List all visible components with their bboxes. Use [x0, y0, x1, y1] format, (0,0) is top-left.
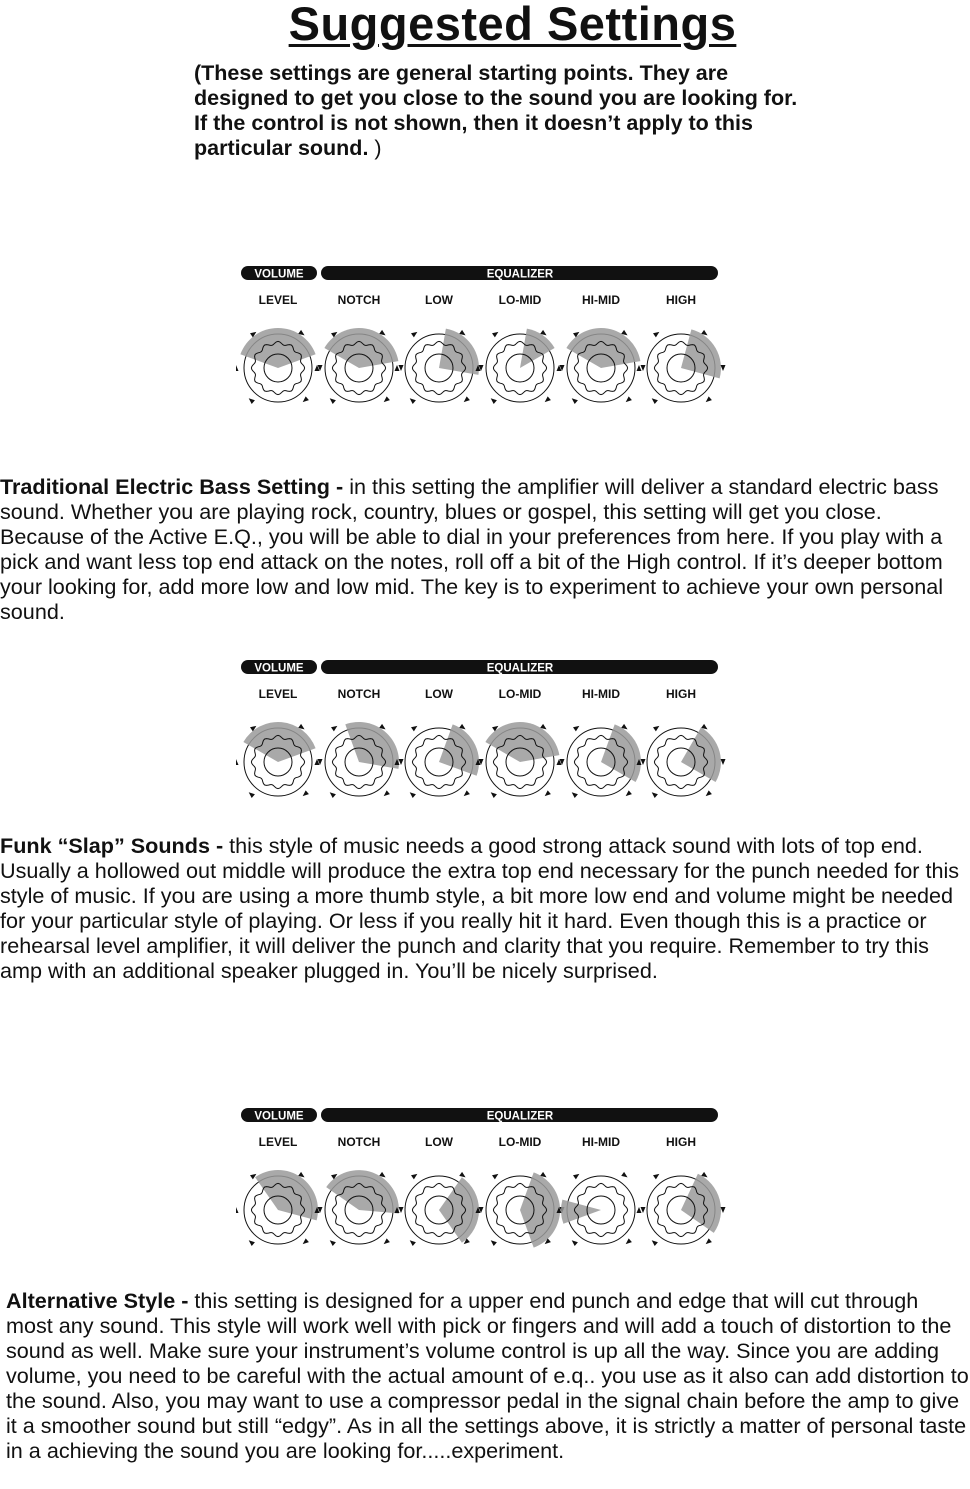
knob-tick-mark: [462, 790, 470, 798]
equalizer-section-label: EQUALIZER: [486, 662, 554, 675]
knob-tick-mark: [247, 396, 255, 404]
knob-tick-mark: [247, 790, 255, 798]
knob-tick-mark: [653, 330, 661, 338]
knob-label: HIGH: [666, 293, 696, 307]
knob-setting-wedge: [681, 329, 721, 378]
knob-lo-mid: [476, 687, 565, 798]
knob-label: LEVEL: [258, 687, 298, 701]
control-panel-graphic: [236, 262, 728, 422]
knob-tick-mark: [570, 790, 578, 798]
setting-heading: Funk “Slap” Sounds -: [0, 833, 224, 858]
knob-notch: [315, 1135, 404, 1246]
knob-label: NOTCH: [337, 687, 381, 701]
knob-tick-mark: [382, 790, 390, 798]
knob-label: LO-MID: [498, 1135, 542, 1149]
knob-tick-mark: [411, 1172, 419, 1180]
knob-label: HI-MID: [582, 687, 620, 701]
knob-tick-mark: [489, 396, 497, 404]
knob-setting-wedge: [601, 724, 641, 782]
knob-label: LOW: [425, 687, 453, 701]
knob-tick-mark: [650, 1238, 658, 1246]
volume-section-label: VOLUME: [254, 662, 304, 675]
knob-label: LO-MID: [498, 687, 542, 701]
knob-tick-mark: [721, 1207, 726, 1213]
knob-low: [395, 1135, 484, 1246]
intro-note-text: (These settings are general starting points. They are designed to get you close to the sound you are looking for. If the control is not shown, then it doesn’t apply to this particular sound.: [194, 61, 798, 160]
knob-setting-wedge: [439, 724, 479, 775]
knob-low: [395, 687, 484, 798]
knob-tick-mark: [408, 396, 416, 404]
control-panel-graphic: [236, 1104, 728, 1264]
knob-tick-mark: [408, 790, 416, 798]
setting-body: this style of music needs a good strong attack sound with lots of top end. Usually a hollowed out middle will produce the extra top end necessary for the punch needed for this style of music. If you are using a more thumb style, a bit more low end and volume might be needed for your particular style of playing. Or less if you really hit it hard. Even though this is a practice or rehearsal level amplifier, it will deliver the punch and clarity that you require. Remember to try this amp with an additional speaker plugged in. You’ll be nicely surprised.: [0, 833, 960, 983]
equalizer-section-label: EQUALIZER: [486, 1110, 554, 1123]
knob-tick-mark: [236, 759, 239, 765]
knob-tick-mark: [704, 790, 712, 798]
knob-lo-mid: [476, 1135, 565, 1248]
knob-tick-mark: [573, 1172, 581, 1180]
knob-hi-mid: [557, 687, 646, 798]
intro-note-close: ): [374, 136, 382, 160]
knob-tick-mark: [247, 1238, 255, 1246]
knob-tick-mark: [653, 1172, 661, 1180]
knob-setting-wedge: [681, 1174, 721, 1233]
knob-tick-mark: [721, 365, 726, 371]
intro-note: [194, 61, 814, 161]
knob-tick-mark: [411, 724, 419, 732]
knob-tick-mark: [399, 365, 404, 371]
setting-heading: Alternative Style -: [6, 1288, 189, 1313]
knob-tick-mark: [650, 790, 658, 798]
knob-tick-mark: [382, 396, 390, 404]
knob-tick-mark: [650, 396, 658, 404]
knob-label: LOW: [425, 293, 453, 307]
knob-tick-mark: [301, 396, 309, 404]
knob-tick-mark: [395, 365, 400, 371]
knob-label: LOW: [425, 1135, 453, 1149]
knob-tick-mark: [624, 1238, 632, 1246]
setting-description-alternative: [6, 1288, 970, 1463]
setting-body: in this setting the amplifier will deliver a standard electric bass sound. Whether you are playing rock, country, blues or gospel, this setting will get you close. Because of the Active E.Q., you will be able to dial in your preferences from here. If you play with a pick and want less top end attack on the notes, roll off a bit of the High control. If it’s deeper bottom your looking for, add more low and low mid. The key is to experiment to achieve your own personal sound.: [0, 474, 944, 624]
knob-high: [637, 293, 726, 404]
knob-tick-mark: [492, 1172, 500, 1180]
knob-label: LEVEL: [258, 1135, 298, 1149]
knob-tick-mark: [462, 396, 470, 404]
knob-tick-mark: [624, 396, 632, 404]
knob-tick-mark: [721, 759, 726, 765]
knob-notch: [315, 687, 404, 798]
knob-tick-mark: [624, 790, 632, 798]
knob-setting-wedge: [345, 722, 399, 769]
knob-tick-mark: [399, 759, 404, 765]
knob-tick-mark: [408, 1238, 416, 1246]
knob-tick-mark: [570, 396, 578, 404]
control-panel-graphic: [236, 656, 728, 816]
knob-tick-mark: [641, 1207, 646, 1213]
knob-tick-mark: [573, 724, 581, 732]
page-title: Suggested Settings: [288, 0, 737, 50]
knob-level: [236, 293, 323, 404]
knob-lo-mid: [476, 293, 565, 404]
volume-section-label: VOLUME: [254, 1110, 304, 1123]
knob-tick-mark: [399, 1207, 404, 1213]
knob-tick-mark: [543, 396, 551, 404]
knob-low: [395, 293, 484, 404]
knob-tick-mark: [236, 365, 239, 371]
knob-tick-mark: [641, 365, 646, 371]
knob-label: NOTCH: [337, 293, 381, 307]
knob-label: HIGH: [666, 687, 696, 701]
knob-tick-mark: [489, 1238, 497, 1246]
knob-hi-mid: [557, 293, 646, 404]
knob-tick-mark: [328, 396, 336, 404]
knob-tick-mark: [236, 1207, 239, 1213]
knob-tick-mark: [301, 1238, 309, 1246]
setting-heading: Traditional Electric Bass Setting -: [0, 474, 344, 499]
knob-label: HI-MID: [582, 1135, 620, 1149]
knob-label: LEVEL: [258, 293, 298, 307]
knob-tick-mark: [301, 790, 309, 798]
knob-tick-mark: [382, 1238, 390, 1246]
knob-level: [236, 1135, 323, 1246]
knob-high: [637, 1135, 726, 1246]
knob-tick-mark: [641, 759, 646, 765]
knob-tick-mark: [637, 1207, 642, 1213]
knob-tick-mark: [328, 1238, 336, 1246]
knob-tick-mark: [621, 1172, 629, 1180]
knob-tick-mark: [328, 790, 336, 798]
setting-description-traditional: [0, 474, 970, 624]
knob-tick-mark: [331, 724, 339, 732]
knob-tick-mark: [411, 330, 419, 338]
volume-section-label: VOLUME: [254, 268, 304, 281]
equalizer-section-label: EQUALIZER: [486, 268, 554, 281]
knob-hi-mid: [557, 1135, 646, 1246]
knob-setting-wedge: [681, 727, 721, 782]
knob-tick-mark: [704, 1238, 712, 1246]
knob-setting-wedge: [439, 329, 479, 375]
knob-setting-wedge: [561, 1200, 601, 1224]
settings-panel-alternative: [236, 1104, 728, 1264]
knob-tick-mark: [492, 330, 500, 338]
knob-level: [236, 687, 323, 798]
knob-setting-wedge: [520, 1172, 560, 1247]
knob-tick-mark: [543, 790, 551, 798]
knob-setting-wedge: [326, 1170, 399, 1213]
settings-panel-funk: [236, 656, 728, 816]
knob-notch: [315, 293, 404, 404]
knob-tick-mark: [570, 1238, 578, 1246]
knob-tick-mark: [637, 365, 642, 371]
setting-body: this setting is designed for a upper end punch and edge that will cut through most any sound. This style will work well with pick or fingers and will add a touch of distortion to the sound as well. Make sure your instrument’s volume control is up all the way. Since you are adding volume, you need to be careful with the actual amount of e.q.. you use as it also can add distortion to the sound. Also, you may want to use a compressor pedal in the signal chain before the amp to give it a smoother sound but still “edgy”. As in all the settings above, it is strictly a matter of personal taste in a achieving the sound you are looking for.....experiment.: [6, 1288, 969, 1463]
knob-label: NOTCH: [337, 1135, 381, 1149]
knob-tick-mark: [489, 790, 497, 798]
knob-label: HI-MID: [582, 293, 620, 307]
knob-label: LO-MID: [498, 293, 542, 307]
knob-high: [637, 687, 726, 798]
knob-tick-mark: [704, 396, 712, 404]
settings-panel-traditional: [236, 262, 728, 422]
knob-tick-mark: [653, 724, 661, 732]
knob-label: HIGH: [666, 1135, 696, 1149]
setting-description-funk: [0, 833, 970, 983]
